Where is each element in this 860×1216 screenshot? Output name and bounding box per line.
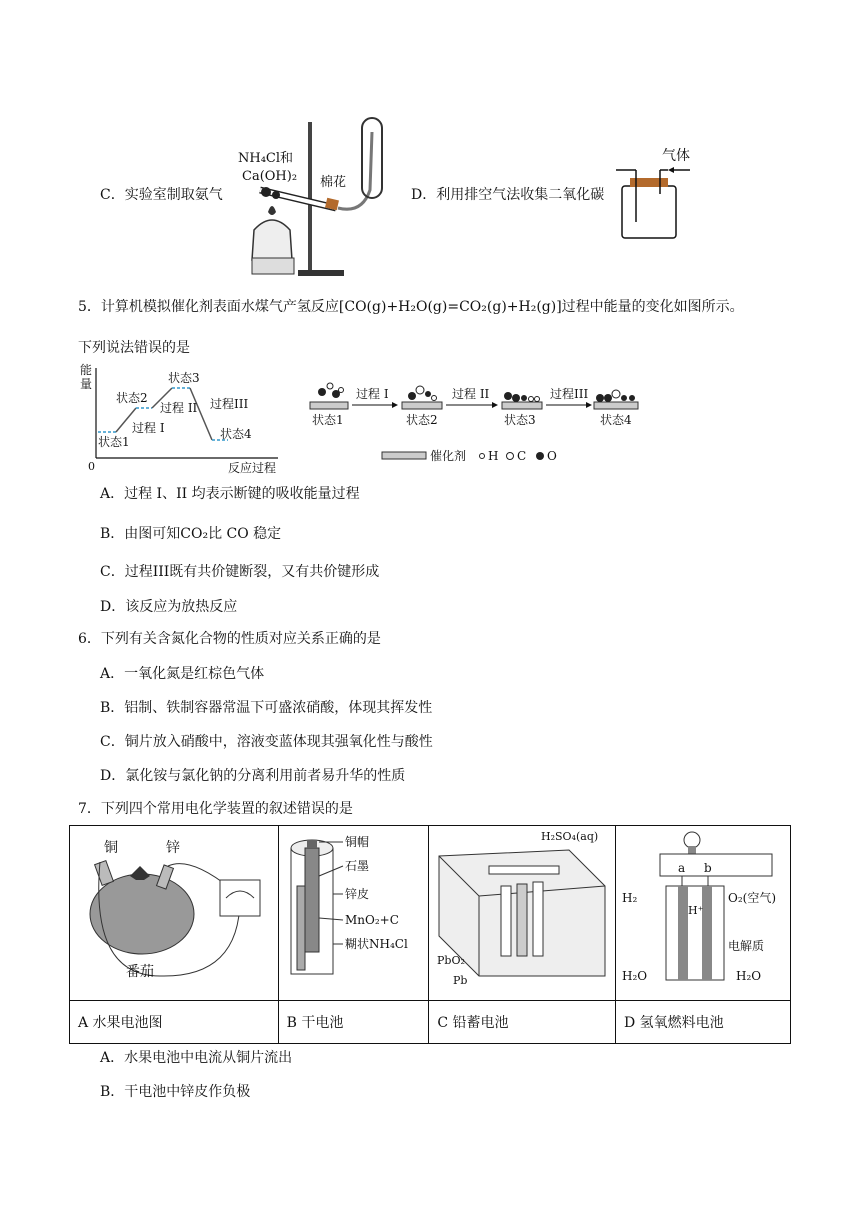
fuel-b-label: b (704, 861, 712, 875)
question-5-stem-2: 下列说法错误的是 (78, 340, 190, 356)
gas-collection-figure (612, 142, 702, 242)
lead-pbo2-label: PbO₂ (437, 954, 466, 967)
fruit-zn-label: 锌 (166, 840, 180, 856)
fuel-h2o-left: H₂O (622, 969, 648, 983)
graph-ylabel-2: 量 (80, 377, 93, 391)
option-5a: A．过程 I、II 均表示断键的吸收能量过程 (100, 486, 360, 502)
graph-process-2: 过程 II (160, 401, 198, 415)
fuel-cell-figure (616, 826, 790, 996)
fuel-h2o-right: H₂O (736, 969, 762, 983)
gas-label: 气体 (662, 148, 690, 164)
graph-ylabel-1: 能 (80, 363, 93, 377)
question-7-stem: 7．下列四个常用电化学装置的叙述错误的是 (78, 801, 353, 817)
reagent-label-2: Ca(OH)₂ (242, 169, 298, 184)
scheme-state-2: 状态2 (406, 413, 438, 427)
energy-profile-graph (78, 360, 298, 475)
caption-c: C 铅蓄电池 (429, 1001, 616, 1044)
graph-state-3: 状态3 (168, 371, 200, 385)
legend-catalyst: 催化剂 (430, 449, 467, 463)
option-5b: B．由图可知CO₂比 CO 稳定 (100, 526, 282, 542)
option-7a: A．水果电池中电流从铜片流出 (100, 1050, 293, 1066)
fuel-o2-label: O₂(空气) (728, 891, 777, 905)
question-6-stem: 6．下列有关含氮化合物的性质对应关系正确的是 (78, 631, 381, 647)
graph-origin: 0 (88, 460, 95, 473)
scheme-state-4: 状态4 (600, 413, 632, 427)
dry-label-2: 石墨 (344, 859, 369, 873)
fruit-cu-label: 铜 (104, 840, 118, 856)
cell-lead-battery (429, 826, 616, 1001)
scheme-state-1: 状态1 (312, 413, 344, 427)
scheme-process-3: 过程III (550, 387, 589, 401)
graph-xlabel: 反应过程 (228, 461, 277, 475)
graph-process-3: 过程III (210, 397, 249, 411)
option-7b: B．干电池中锌皮作负极 (100, 1084, 251, 1100)
question-5-stem: 5．计算机模拟催化剂表面水煤气产氢反应[CO(g)+H₂O(g)=CO₂(g)+H₂(g)]过程中能量的变化如图所示。 (78, 299, 744, 315)
option-5c: C．过程III既有共价键断裂，又有共价键形成 (100, 564, 380, 580)
graph-state-1: 状态1 (98, 435, 130, 449)
option-4d: D．利用排空气法收集二氧化碳 (411, 187, 605, 203)
option-6c: C．铜片放入硝酸中，溶液变蓝体现其强氧化性与酸性 (100, 734, 433, 750)
option-5d: D．该反应为放热反应 (100, 599, 238, 615)
lead-pb-label: Pb (453, 974, 468, 987)
fuel-electrolyte-label: 电解质 (728, 939, 765, 953)
dry-battery-figure (279, 826, 427, 996)
scheme-process-2: 过程 II (452, 387, 490, 401)
dry-label-1: 铜帽 (344, 835, 369, 849)
scheme-state-3: 状态3 (504, 413, 536, 427)
catalyst-scheme (306, 372, 646, 468)
option-6a: A．一氧化氮是红棕色气体 (100, 666, 265, 682)
fruit-tomato-label: 番茄 (126, 964, 154, 980)
legend-h: H (488, 449, 499, 463)
dry-label-4: MnO₂+C (344, 913, 399, 927)
cotton-label: 棉花 (320, 175, 347, 190)
legend-c: C (517, 449, 527, 463)
cell-dry-battery (278, 826, 429, 1001)
dry-label-3: 锌皮 (344, 887, 369, 901)
lead-acid-label: H₂SO₄(aq) (541, 830, 599, 843)
fuel-h2-label: H₂ (622, 891, 638, 905)
option-6d: D．氯化铵与氯化钠的分离利用前者易升华的性质 (100, 768, 406, 784)
reagent-label-1: NH₄Cl和 (238, 151, 294, 166)
dry-label-5: 糊状NH₄Cl (344, 937, 408, 951)
legend-o: O (547, 449, 557, 463)
option-4c: C．实验室制取氨气 (100, 187, 223, 203)
fruit-battery-figure (70, 826, 276, 996)
graph-state-4: 状态4 (220, 427, 252, 441)
caption-d: D 氢氧燃料电池 (616, 1001, 791, 1044)
scheme-process-1: 过程 I (356, 387, 389, 401)
graph-state-2: 状态2 (116, 391, 148, 405)
graph-process-1: 过程 I (132, 421, 165, 435)
lead-battery-figure (429, 826, 613, 996)
cell-fruit-battery (70, 826, 279, 1001)
ammonia-apparatus-figure (232, 110, 410, 280)
caption-a: A 水果电池图 (70, 1001, 279, 1044)
caption-b: B 干电池 (278, 1001, 429, 1044)
option-6b: B．铝制、铁制容器常温下可盛浓硝酸，体现其挥发性 (100, 700, 433, 716)
fuel-hplus-label: H⁺ (688, 904, 704, 917)
cell-fuel-cell (616, 826, 791, 1001)
legend-catalyst-swatch (382, 452, 426, 459)
fuel-a-label: a (678, 861, 686, 875)
battery-table (69, 825, 791, 1044)
